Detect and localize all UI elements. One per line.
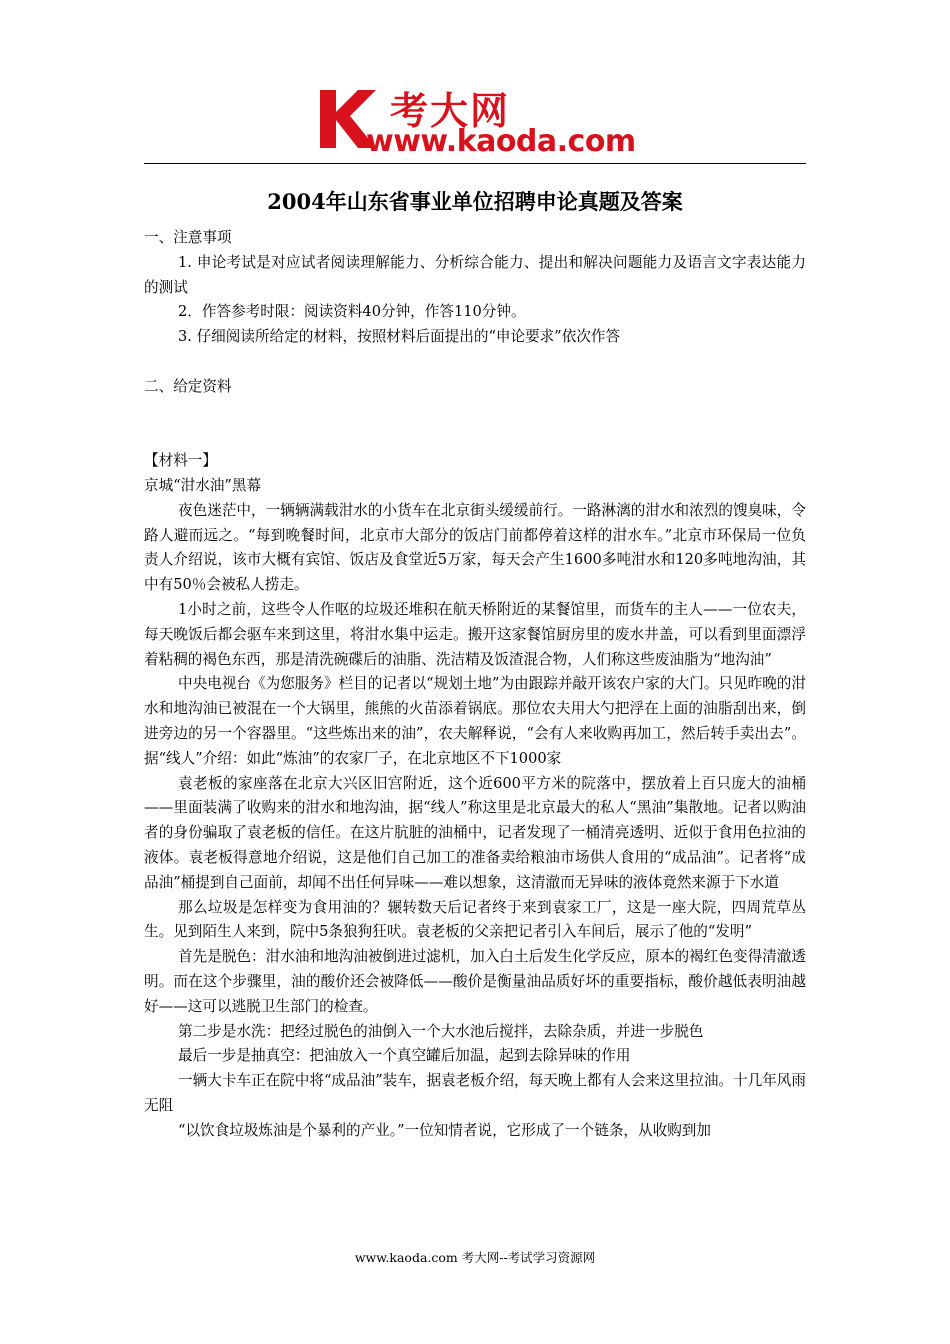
- logo-url: www.kaoda.com: [366, 124, 636, 159]
- material1-label: 【材料一】: [144, 452, 217, 470]
- page-footer: www.kaoda.com 考大网--考试学习资源网: [354, 1250, 596, 1265]
- material1-paragraph: 最后一步是抽真空：把油放入一个真空罐后加温，起到去除异味的作用: [178, 1047, 631, 1065]
- material1-paragraph: 首先是脱色：泔水油和地沟油被倒进过滤机，加入白土后发生化学反应，原本的褐红色变得清澈透明。而在这个步骤里，油的酸价还会被降低——酸价是衡量油品质好坏的重要指标，酸价越低表明油越好——这可以逃脱卫生部门的检查。: [144, 948, 806, 1015]
- spacer: [144, 400, 806, 425]
- material1-paragraph: 那么垃圾是怎样变为食用油的？辗转数天后记者终于来到袁家工厂，这是一座大院，四周荒草丛生。见到陌生人来到，院中5条狼狗狂吠。袁老板的父亲把记者引入车间后，展示了他的“发明”: [144, 898, 806, 941]
- section2-heading: 二、给定资料: [144, 377, 232, 395]
- section1-item-2: 2．作答参考时限：阅读资料40分钟，作答110分钟。: [178, 303, 526, 321]
- section1-item-3: 3. 仔细阅读所给定的材料，按照材料后面提出的“申论要求”依次作答: [178, 328, 621, 346]
- section1-item-1: 1. 申论考试是对应试者阅读理解能力、分析综合能力、提出和解决问题能力及语言文字表达能力的测试: [144, 253, 806, 296]
- header-divider: [144, 163, 806, 164]
- material1-paragraph: 1小时之前，这些令人作呕的垃圾还堆积在航天桥附近的某餐馆里，而货车的主人——一位农夫，每天晚饭后都会驱车来到这里，将泔水集中运走。搬开这家餐馆厨房里的废水井盖，可以看到里面漂浮着粘稠的褐色东西，那是清洗碗碟后的油脂、洗洁精及饭渣混合物，人们称这些废油脂为“地沟油”: [144, 600, 806, 668]
- spacer: [144, 350, 806, 375]
- material1-paragraph: 一辆大卡车正在院中将“成品油”装车，据袁老板介绍，每天晚上都有人会来这里拉油。十几年风雨无阻: [144, 1072, 806, 1114]
- material1-paragraph: 中央电视台《为您服务》栏目的记者以“规划土地”为由跟踪并敲开该农户家的大门。只见昨晚的泔水和地沟油已被混在一个大锅里，熊熊的火苗添着锅底。那位农夫用大勺把浮在上面的油脂刮出来，倒进旁边的另一个容器里。“这些炼出来的油”，农夫解释说，“会有人来收购再加工，然后转手卖出去”。据“线人”介绍：如此“炼油”的农家厂子，在北京地区不下1000家: [144, 675, 806, 767]
- material1-paragraph: 夜色迷茫中，一辆辆满载泔水的小货车在北京街头缓缓前行。一路淋漓的泔水和浓烈的馊臭味，令路人避而远之。“每到晚餐时间，北京市大部分的饭店门前都停着这样的泔水车。”北京市环保局一位负责人介绍说，该市大概有宾馆、饭店及食堂近5万家，每天会产生1600多吨泔水和120多吨地沟油，其中有50％会被私人捞走。: [144, 501, 806, 594]
- document-body: [144, 226, 806, 1143]
- spacer: [144, 424, 806, 449]
- material1-paragraph: 袁老板的家座落在北京大兴区旧宫附近，这个近600平方米的院落中，摆放着上百只庞大的油桶——里面装满了收购来的泔水和地沟油，据“线人”称这里是北京最大的私人“黑油”集散地。记者以购油者的身份骗取了袁老板的信任。在这片肮脏的油桶中，记者发现了一桶清亮透明、近似于食用色拉油的液体。袁老板得意地介绍说，这是他们自己加工的准备卖给粮油市场供人食用的“成品油”。记者将“成品油”桶提到自己面前，却闻不出任何异味——难以想象，这清澈而无异味的液体竟然来源于下水道: [144, 774, 806, 891]
- material1-subtitle: 京城“泔水油”黑幕: [144, 476, 262, 494]
- section1-heading: 一、注意事项: [144, 229, 232, 246]
- kaoda-logo: [316, 84, 646, 164]
- logo-brand-name: 考大网: [390, 89, 511, 133]
- material1-paragraph: 第二步是水洗：把经过脱色的油倒入一个大水池后搅拌，去除杂质，并进一步脱色: [178, 1022, 704, 1040]
- page-title: 2004年山东省事业单位招聘申论真题及答案: [267, 189, 683, 214]
- material1-paragraph: “以饮食垃圾炼油是个暴利的产业。”一位知情者说，它形成了一个链条，从收购到加: [178, 1121, 711, 1139]
